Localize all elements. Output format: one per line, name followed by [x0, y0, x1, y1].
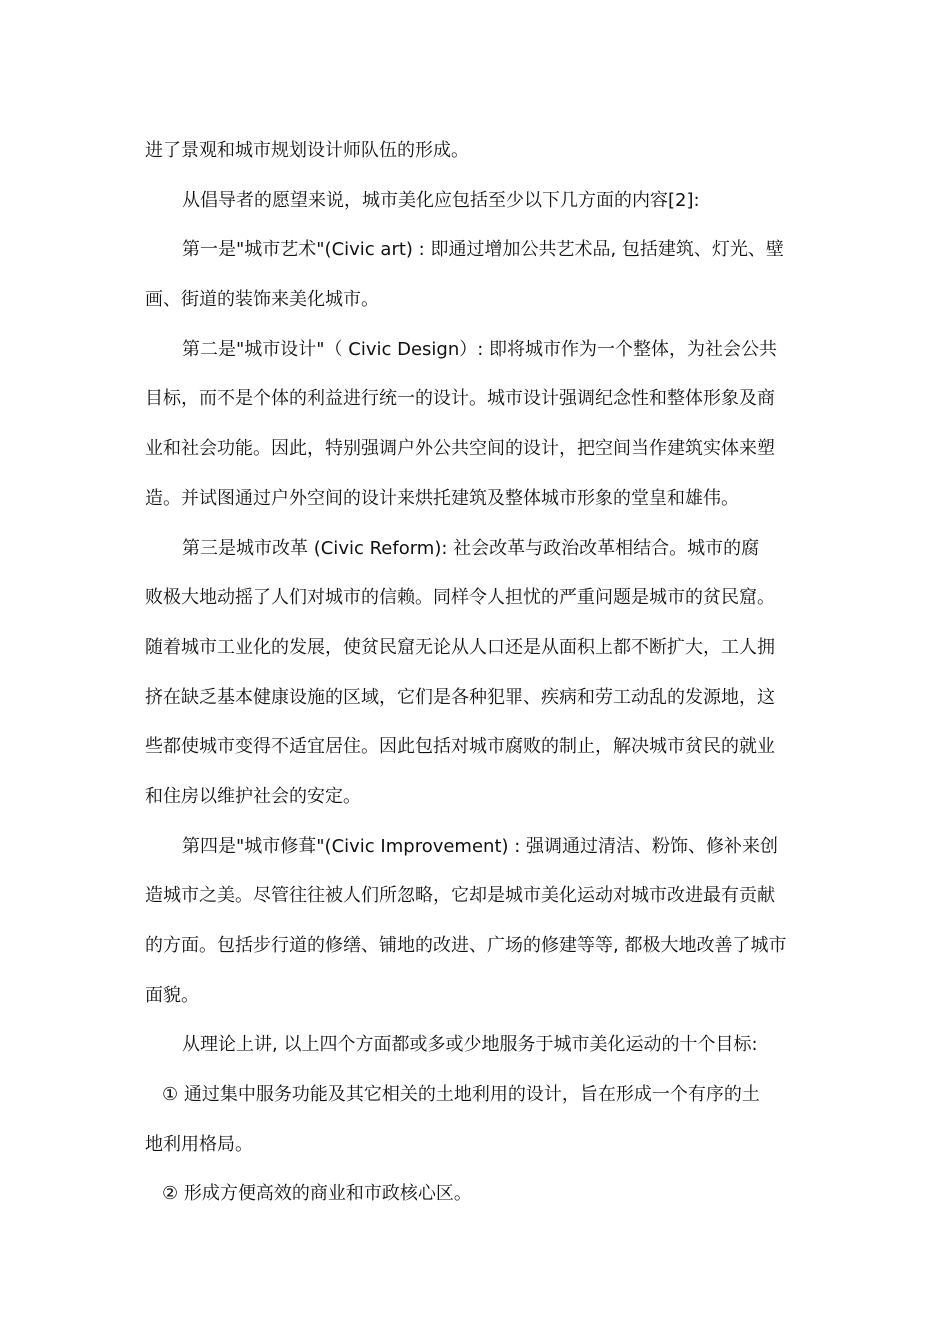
text-line: 第四是"城市修葺"(Civic Improvement) : 强调通过清洁、粉饰、修补来创 [182, 835, 779, 857]
list-item-line: ② 形成方便高效的商业和市政核心区。 [162, 1183, 472, 1205]
text-line: 目标，而不是个体的利益进行统一的设计。城市设计强调纪念性和整体形象及商 [145, 388, 775, 410]
text-line: 些都使城市变得不适宜居住。因此包括对城市腐败的制止，解决城市贫民的就业 [145, 736, 775, 758]
text-line: 的方面。包括步行道的修缮、铺地的改进、广场的修建等等, 都极大地改善了城市 [145, 935, 787, 956]
text-line: 随着城市工业化的发展，使贫民窟无论从人口还是从面积上都不断扩大，工人拥 [145, 636, 775, 658]
text-line: 第二是"城市设计"（ Civic Design）: 即将城市作为一个整体，为社会公共 [182, 338, 778, 360]
text-line: 进了景观和城市规划设计师队伍的形成。 [145, 140, 469, 161]
text-line: 地利用格局。 [145, 1133, 253, 1155]
text-line: 业和社会功能。因此，特别强调户外公共空间的设计，把空间当作建筑实体来塑 [145, 438, 775, 460]
text-line: 面貌。 [145, 984, 199, 1006]
text-line: 挤在缺乏基本健康设施的区域，它们是各种犯罪、疾病和劳工动乱的发源地，这 [145, 686, 775, 708]
text-line: 造。并试图通过户外空间的设计来烘托建筑及整体城市形象的堂皇和雄伟。 [145, 487, 739, 509]
text-line: 从理论上讲, 以上四个方面都或多或少地服务于城市美化运动的十个目标: [182, 1034, 758, 1056]
text-line: 画、街道的装饰来美化城市。 [145, 289, 379, 311]
text-line: 从倡导者的愿望来说，城市美化应包括至少以下几方面的内容[2]: [182, 189, 700, 211]
document-body [145, 131, 807, 1224]
text-line: 第一是"城市艺术"(Civic art) : 即通过增加公共艺术品, 包括建筑、灯光、壁 [182, 239, 784, 261]
list-item-line: ① 通过集中服务功能及其它相关的土地利用的设计，旨在形成一个有序的土 [162, 1084, 760, 1106]
text-line: 造城市之美。尽管往往被人们所忽略，它却是城市美化运动对城市改进最有贡献 [145, 885, 775, 907]
text-line: 和住房以维护社会的安定。 [145, 785, 361, 807]
text-line: 败极大地动摇了人们对城市的信赖。同样令人担忧的严重问题是城市的贫民窟。 [145, 587, 775, 609]
text-line: 第三是城市改革 (Civic Reform): 社会改革与政治改革相结合。城市的腐 [182, 537, 760, 559]
